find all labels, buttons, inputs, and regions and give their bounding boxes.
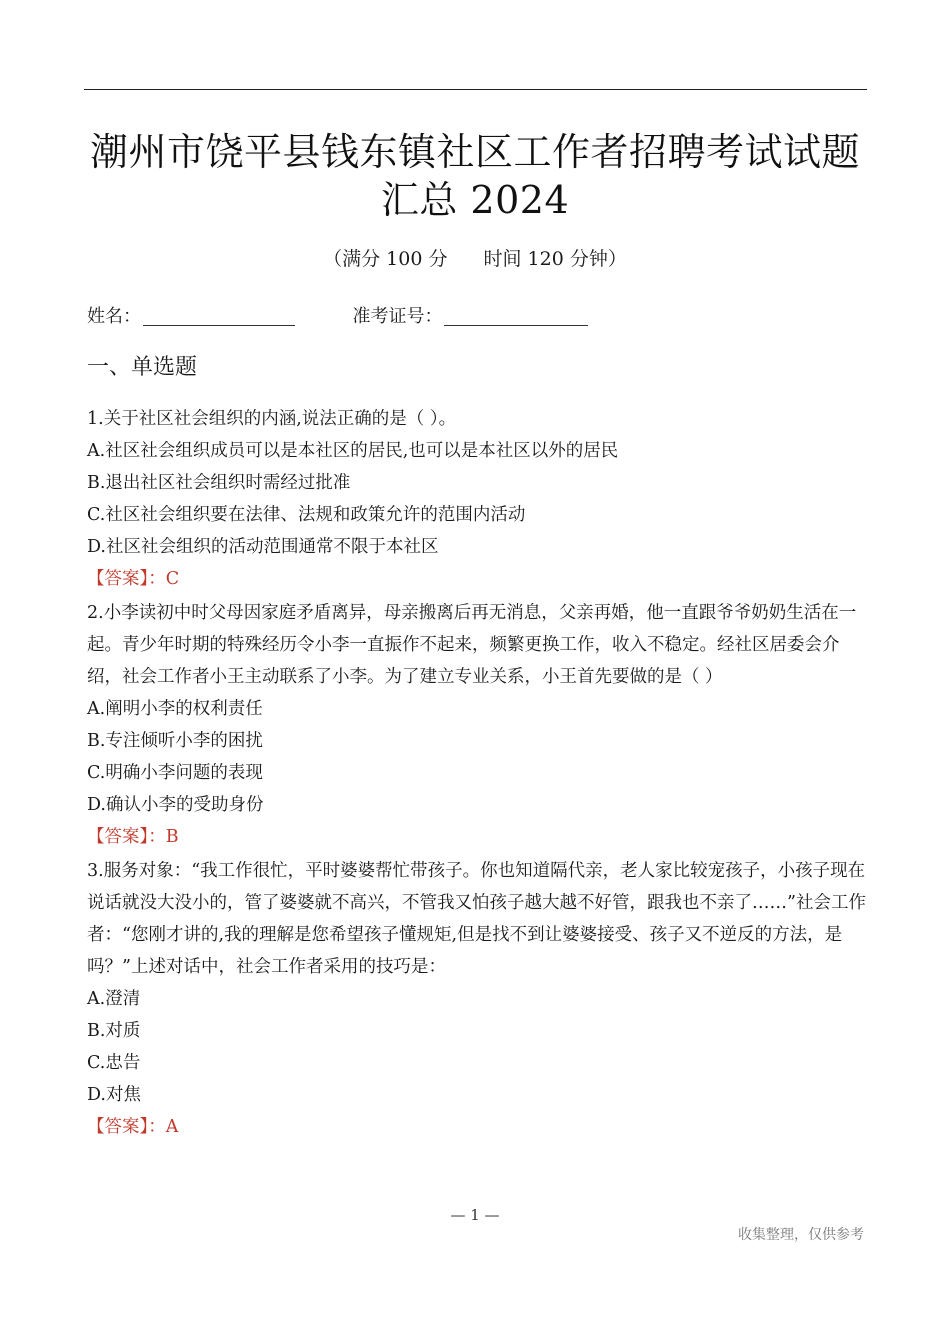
question-list <box>87 403 867 1145</box>
score-info: （满分 100 分 <box>323 248 448 270</box>
option-c: C.明确小李问题的表现 <box>87 763 263 783</box>
question-2 <box>87 597 867 853</box>
option-c: C.社区社会组织要在法律、法规和政策允许的范围内活动 <box>87 505 526 525</box>
document-title-line-2: 汇总 2024 <box>380 178 570 222</box>
option-b: B.专注倾听小李的困扰 <box>87 731 263 751</box>
footer-note: 收集整理，仅供参考 <box>738 1227 864 1243</box>
answer-value: A <box>165 1117 179 1137</box>
exam-info <box>60 244 890 274</box>
answer-value: B <box>165 827 179 847</box>
option-a: A.阐明小李的权利责任 <box>87 699 263 719</box>
id-blank[interactable] <box>444 307 588 326</box>
question-stem: 3.服务对象：“我工作很忙，平时婆婆帮忙带孩子。你也知道隔代亲，老人家比较宠孩子，小孩子现在说话就没大没小的，管了婆婆就不高兴，不管我又怕孩子越大越不好管，跟我也不亲了……”社会工作者：“您刚才讲的,我的理解是您希望孩子懂规矩,但是找不到让婆婆接受、孩子又不逆反的方法，是吗？”上述对话中，社会工作者采用的技巧是： <box>87 861 866 977</box>
option-d: D.确认小李的受助身份 <box>87 795 264 815</box>
answer-line <box>87 1111 867 1143</box>
answer-label: 【答案】： <box>87 827 166 847</box>
option-d: D.社区社会组织的活动范围通常不限于本社区 <box>87 537 439 557</box>
candidate-fields <box>87 303 588 331</box>
name-label: 姓名： <box>87 306 141 327</box>
answer-label: 【答案】： <box>87 1117 166 1137</box>
document-title-line-1: 潮州市饶平县钱东镇社区工作者招聘考试试题 <box>89 130 860 174</box>
page-number: — 1 — <box>450 1206 500 1224</box>
option-c: C.忠告 <box>87 1053 141 1073</box>
question-3 <box>87 855 867 1143</box>
option-b: B.对质 <box>87 1021 141 1041</box>
answer-line <box>87 821 867 853</box>
section-heading: 一、单选题 <box>87 355 198 380</box>
id-label: 准考证号： <box>352 306 443 327</box>
time-info: 时间 120 分钟） <box>483 248 627 270</box>
option-d: D.对焦 <box>87 1085 141 1105</box>
question-stem: 1.关于社区社会组织的内涵,说法正确的是（ ）。 <box>87 409 457 429</box>
name-blank[interactable] <box>143 307 295 326</box>
top-rule <box>84 89 867 90</box>
option-a: A.社区社会组织成员可以是本社区的居民,也可以是本社区以外的居民 <box>87 441 619 461</box>
question-stem: 2.小李读初中时父母因家庭矛盾离异，母亲搬离后再无消息，父亲再婚，他一直跟爷爷奶奶生活在一起。青少年时期的特殊经历令小李一直振作不起来，频繁更换工作，收入不稳定。经社区居委会介绍，社会工作者小王主动联系了小李。为了建立专业关系，小王首先要做的是（ ） <box>87 603 857 687</box>
option-a: A.澄清 <box>87 989 141 1009</box>
answer-label: 【答案】： <box>87 569 166 589</box>
option-b: B.退出社区社会组织时需经过批准 <box>87 473 351 493</box>
answer-value: C <box>165 569 180 589</box>
question-1 <box>87 403 867 595</box>
answer-line <box>87 563 867 595</box>
